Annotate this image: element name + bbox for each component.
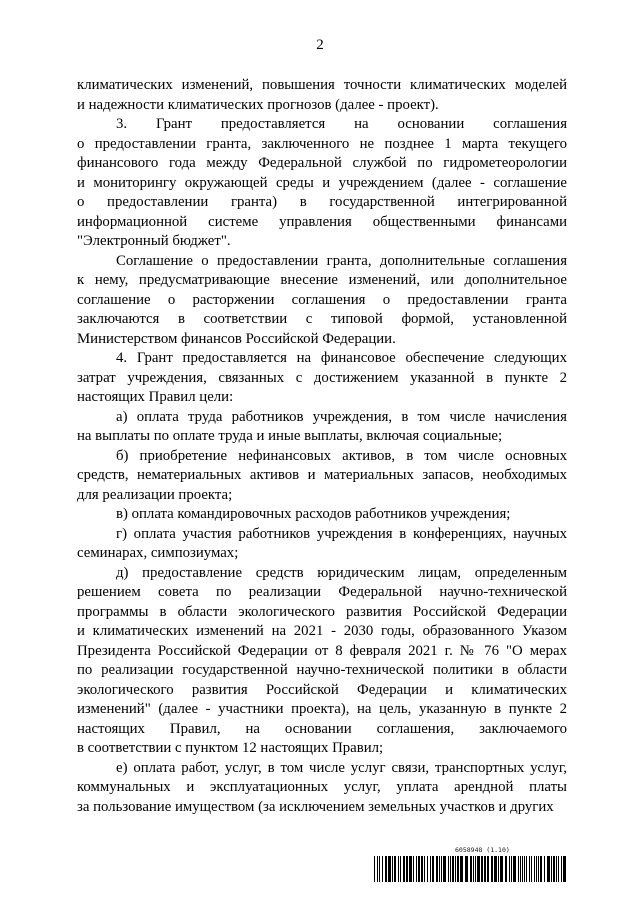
text-line: настоящих Правил цели: (77, 389, 234, 405)
paragraph (77, 447, 567, 506)
text-line: и климатических изменений на 2021 - 2030 годы, образованного Указом (77, 623, 567, 639)
text-line: семинарах, симпозиумах; (77, 545, 239, 561)
paragraph (77, 505, 567, 525)
text-line: е) оплата работ, услуг, в том числе услуг связи, транспортных услуг, (116, 759, 567, 776)
text-line: настоящих Правил, на основании соглашения, заключаемого (77, 720, 567, 737)
text-line: изменений" (далее - участники проекта), на цель, указанную в пункте 2 (77, 701, 567, 717)
paragraph (77, 115, 567, 252)
page-number: 2 (316, 37, 324, 53)
text-line: "Электронный бюджет". (77, 233, 231, 249)
paragraph (77, 759, 567, 818)
text-line: за пользование имуществом (за исключением земельных участков и других (77, 798, 554, 815)
text-line: для реализации проекта; (77, 486, 233, 503)
text-line: на выплаты по оплате труда и иные выплаты, включая социальные; (77, 428, 503, 444)
text-line: финансового года между Федеральной службой по гидрометеорологии (77, 155, 567, 171)
document-body (77, 76, 567, 817)
text-line: соглашение о расторжении соглашения о предоставлении гранта (77, 291, 567, 308)
text-line: г) оплата участия работников учреждения в конференциях, научных (116, 525, 567, 542)
paragraph (77, 349, 567, 408)
text-line: решением совета по реализации Федеральной научно-технической (77, 584, 567, 600)
text-line: д) предоставление средств юридическим лицам, определенным (116, 564, 567, 581)
text-line: а) оплата труда работников учреждения, в том числе начисления (116, 408, 567, 425)
text-line: о предоставлении гранта, заключенного не позднее 1 марта текущего (77, 135, 567, 152)
text-line: затрат учреждения, связанных с достижением указанной в пункте 2 (77, 369, 567, 386)
text-line: Министерством финансов Российской Федерации. (77, 330, 396, 347)
text-line: 3. Грант предоставляется на основании соглашения (116, 116, 567, 132)
text-line: 4. Грант предоставляется на финансовое обеспечение следующих (116, 350, 567, 366)
text-line: о предоставлении гранта) в государственной интегрированной (77, 194, 567, 210)
text-line: информационной системе управления общественными финансами (77, 213, 567, 230)
text-line: средств, нематериальных активов и материальных запасов, необходимых (77, 467, 567, 483)
text-line: и мониторингу окружающей среды и учреждением (далее - соглашение (77, 174, 567, 191)
text-line: программы в области экологического развития Российской Федерации (77, 603, 567, 620)
paragraph (77, 252, 567, 350)
text-line: и надежности климатических прогнозов (далее - проект). (77, 96, 439, 113)
text-line: б) приобретение нефинансовых активов, в том числе основных (116, 447, 567, 464)
text-line: заключаются в соответствии с типовой формой, установленной (77, 311, 567, 327)
paragraph (77, 525, 567, 564)
text-line: в) оплата командировочных расходов работников учреждения; (116, 506, 511, 522)
document-code: 6058948 (1.10) (455, 846, 510, 854)
text-line: по реализации государственной научно-технической политики в области (77, 662, 567, 678)
text-line: Соглашение о предоставлении гранта, дополнительные соглашения (116, 252, 567, 269)
text-line: климатических изменений, повышения точности климатических моделей (77, 77, 567, 93)
text-line: Президента Российской Федерации от 8 февраля 2021 г. № 76 "О мерах (77, 642, 567, 659)
paragraph (77, 564, 567, 759)
text-line: в соответствии с пунктом 12 настоящих Правил; (77, 740, 384, 756)
paragraph (77, 76, 567, 115)
paragraph (77, 408, 567, 447)
text-line: экологического развития Российской Федерации и климатических (77, 681, 567, 698)
barcode (374, 856, 568, 882)
text-line: коммунальных и эксплуатационных услуг, уплата арендной платы (77, 779, 567, 795)
text-line: к нему, предусматривающие внесение изменений, или дополнительное (77, 272, 567, 288)
